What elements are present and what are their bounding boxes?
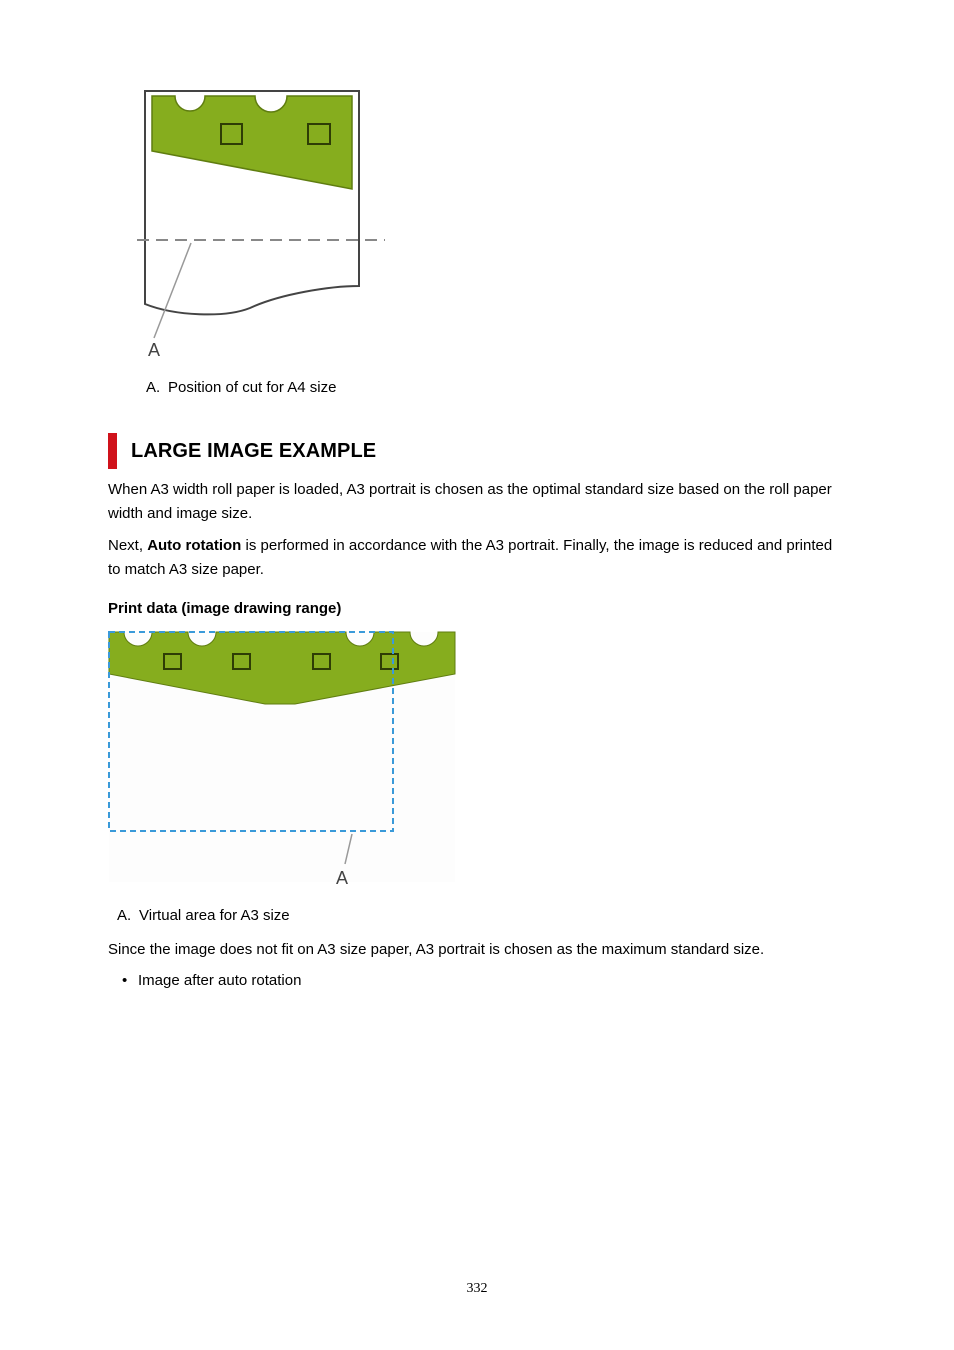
figure1-caption (146, 378, 336, 398)
paragraph-2 (108, 534, 848, 582)
para2-suffix: is performed in accordance with the A3 portrait. Finally, the image is reduced and printed to match A3 size paper. (108, 537, 833, 578)
heading-accent-bar (108, 433, 117, 469)
para2-prefix: Next, (108, 537, 148, 554)
caption-label: A. (146, 379, 161, 396)
section-heading (108, 433, 376, 469)
figure2-heading: Print data (image drawing range) (108, 600, 342, 617)
caption-text: Virtual area for A3 size (139, 907, 290, 924)
bullet-item (122, 971, 301, 991)
print-data-diagram (100, 624, 464, 894)
paragraph-1: When A3 width roll paper is loaded, A3 portrait is chosen as the optimal standard size based on the roll paper width and image size. (108, 481, 832, 522)
bullet-symbol: • (122, 972, 128, 989)
page-number: 332 (466, 1281, 488, 1296)
section-title: LARGE IMAGE EXAMPLE (131, 439, 377, 462)
marker-label-a: A (148, 340, 161, 360)
figure2-caption (117, 906, 290, 926)
paragraph-3: Since the image does not fit on A3 size paper, A3 portrait is chosen as the maximum standard size. (108, 941, 765, 958)
auto-rotation-term: Auto rotation (147, 537, 242, 554)
caption-text: Position of cut for A4 size (168, 379, 337, 396)
marker-label-a: A (336, 868, 349, 888)
bullet-text: Image after auto rotation (138, 972, 302, 989)
caption-label: A. (117, 907, 132, 924)
a4-cut-diagram (130, 80, 400, 370)
